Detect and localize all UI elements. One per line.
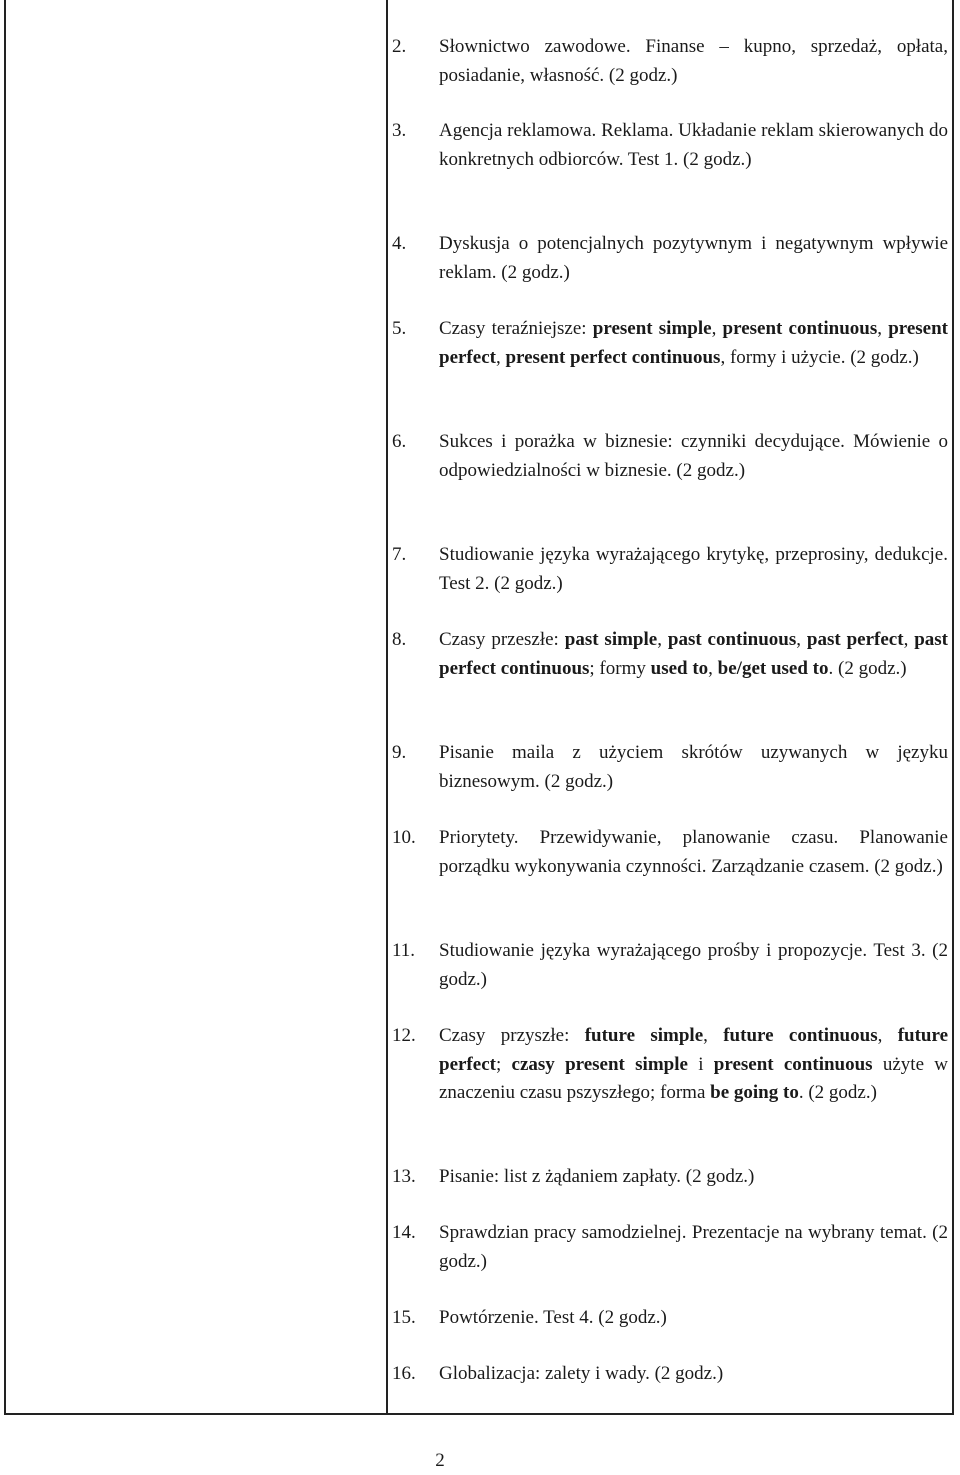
list-item — [392, 428, 948, 485]
item-number: 6. — [392, 431, 407, 452]
list-item — [392, 1163, 948, 1192]
text-run: i — [687, 1053, 714, 1075]
text-run: , formy i użycie. (2 godz.) — [720, 346, 919, 368]
item-number: 8. — [392, 629, 407, 650]
text-run: Czasy przyszłe: — [439, 1025, 585, 1046]
bold-term: used to — [650, 657, 709, 679]
item-number: 12. — [392, 1025, 416, 1046]
text-run: ; formy — [589, 657, 651, 679]
bold-term: present continuous — [722, 318, 878, 339]
item-text: Sprawdzian pracy samodzielnej. Prezentacje na wybrany temat. (2 godz.) — [439, 1222, 948, 1272]
bold-term: present simple — [592, 318, 712, 339]
item-number: 5. — [392, 318, 407, 339]
list-item — [392, 541, 948, 598]
item-text: Studiowanie języka wyrażającego krytykę, przeprosiny, dedukcje. Test 2. (2 godz.) — [439, 544, 948, 594]
bold-term: present perfect — [439, 318, 949, 368]
item-number: 15. — [392, 1307, 416, 1328]
bold-term: past perfect — [806, 629, 904, 650]
item-number: 16. — [392, 1363, 416, 1384]
page-number: 2 — [435, 1450, 445, 1471]
text-run: Czasy teraźniejsze: — [439, 318, 593, 339]
bold-term: future simple — [584, 1025, 704, 1046]
text-run: , — [903, 629, 915, 650]
text-run: , — [657, 629, 668, 650]
text-run: , — [877, 318, 889, 339]
item-text — [439, 626, 948, 683]
bold-term: past simple — [564, 629, 658, 650]
text-run: , — [703, 1025, 724, 1046]
item-text: Słownictwo zawodowe. Finanse – kupno, sprzedaż, opłata, posiadanie, własność. (2 godz.) — [439, 36, 948, 86]
list-item — [392, 230, 948, 287]
item-text — [439, 315, 948, 372]
item-text: Pisanie: list z żądaniem zapłaty. (2 godz.) — [439, 1166, 755, 1187]
item-number: 9. — [392, 742, 407, 763]
bold-term: present perfect continuous — [505, 346, 721, 368]
item-text — [439, 1022, 948, 1108]
item-number: 10. — [392, 827, 416, 848]
list-item — [392, 824, 948, 881]
list-item — [392, 739, 948, 796]
list-item — [392, 1360, 948, 1389]
text-run: ; — [495, 1053, 512, 1075]
item-number: 13. — [392, 1166, 416, 1187]
item-text: Dyskusja o potencjalnych pozytywnym i negatywnym wpływie reklam. (2 godz.) — [439, 233, 948, 283]
item-text: Priorytety. Przewidywanie, planowanie czasu. Planowanie porządku wykonywania czynności. Zarządzanie czasem. (2 godz.) — [439, 827, 948, 877]
item-text: Powtórzenie. Test 4. (2 godz.) — [439, 1307, 667, 1328]
item-text: Agencja reklamowa. Reklama. Układanie reklam skierowanych do konkretnych odbiorców. Test 1. (2 godz.) — [439, 120, 948, 170]
item-text: Pisanie maila z użyciem skrótów uzywanych w języku biznesowym. (2 godz.) — [439, 742, 948, 792]
item-number: 3. — [392, 120, 407, 141]
item-number: 2. — [392, 36, 407, 57]
item-number: 14. — [392, 1222, 416, 1243]
text-run: , — [711, 318, 723, 339]
text-run: Czasy przeszłe: — [439, 629, 565, 650]
item-text: Sukces i porażka w biznesie: czynniki decydujące. Mówienie o odpowiedzialności w biznesie. (2 godz.) — [439, 431, 948, 481]
bold-term: present continuous — [713, 1053, 873, 1075]
text-run: . (2 godz.) — [798, 1082, 877, 1103]
list-item — [392, 1022, 948, 1108]
list-item — [392, 1304, 948, 1333]
text-run: , — [495, 346, 506, 368]
text-run: użyte w znaczeniu czasu pszyszłego; forma — [439, 1053, 948, 1103]
bold-term: future perfect — [439, 1025, 948, 1075]
item-number: 7. — [392, 544, 407, 565]
syllabus-table — [4, 0, 954, 1415]
list-item — [392, 315, 948, 372]
text-run: . (2 godz.) — [828, 657, 907, 679]
bold-term: future continuous — [723, 1025, 878, 1046]
bold-term: past continuous — [667, 629, 797, 650]
bold-term: past perfect continuous — [439, 629, 949, 679]
text-run: , — [708, 657, 718, 679]
list-item — [392, 626, 948, 683]
list-item — [392, 1219, 948, 1276]
item-number: 4. — [392, 233, 407, 254]
bold-term: czasy present simple — [511, 1053, 688, 1075]
item-number: 11. — [392, 940, 416, 961]
bold-term: be going to — [710, 1082, 799, 1103]
bold-term: be/get used to — [717, 657, 829, 679]
column-divider — [386, 0, 388, 1413]
list-item — [392, 33, 948, 90]
list-item — [392, 117, 948, 174]
item-text: Studiowanie języka wyrażającego prośby i propozycje. Test 3. (2 godz.) — [439, 940, 948, 990]
item-text: Globalizacja: zalety i wady. (2 godz.) — [439, 1363, 724, 1384]
list-item — [392, 937, 948, 994]
text-run: , — [796, 629, 807, 650]
text-run: , — [877, 1025, 898, 1046]
